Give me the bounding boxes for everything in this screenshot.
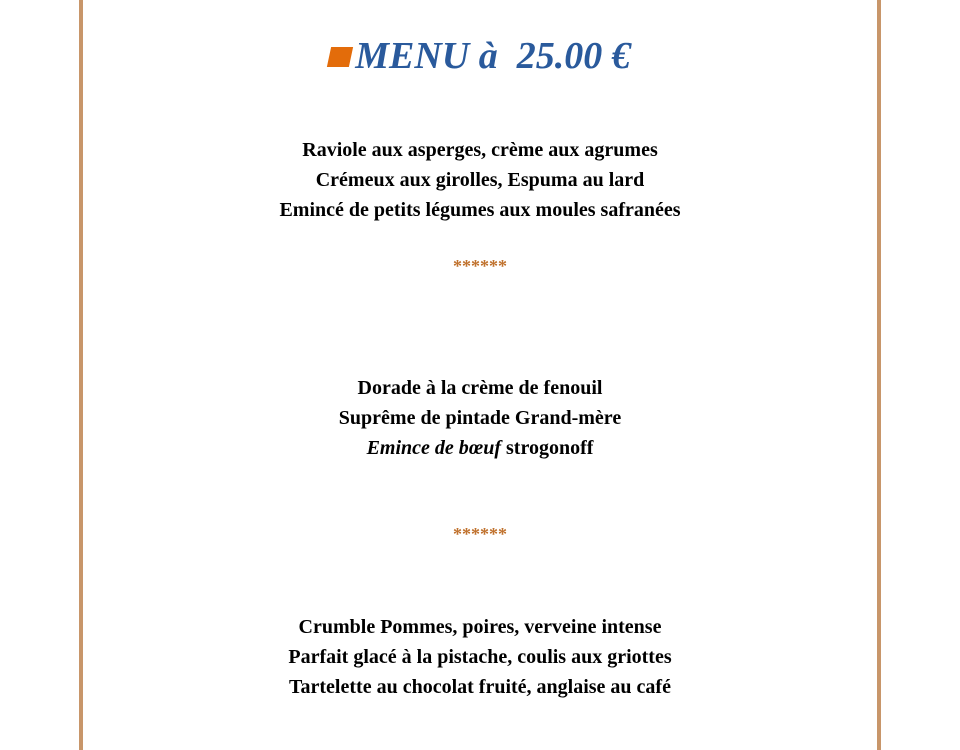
dessert-item: Parfait glacé à la pistache, coulis aux griottes <box>288 646 672 668</box>
mains-section <box>0 373 960 463</box>
starters-section <box>0 135 960 225</box>
starter-item: Crémeux aux girolles, Espuma au lard <box>315 169 645 191</box>
menu-title <box>0 33 960 79</box>
starter-item: Raviole aux asperges, crème aux agrumes <box>302 139 658 161</box>
main-item <box>0 433 960 463</box>
main-item: Suprême de pintade Grand-mère <box>338 407 622 429</box>
menu-title-text: MENU à 25.00 € <box>355 35 631 77</box>
desserts-section <box>0 612 960 702</box>
section-separator: ****** <box>453 256 507 276</box>
orange-square-bullet-icon <box>327 47 353 67</box>
starter-item: Emincé de petits légumes aux moules safranées <box>279 199 681 221</box>
main-item-rest: strogonoff <box>501 437 594 459</box>
main-item: Dorade à la crème de fenouil <box>357 377 603 399</box>
main-item-italic-part: Emince de bœuf <box>366 437 502 459</box>
dessert-item: Tartelette au chocolat fruité, anglaise au café <box>289 676 671 698</box>
section-separator: ****** <box>453 524 507 544</box>
dessert-item: Crumble Pommes, poires, verveine intense <box>298 616 662 638</box>
